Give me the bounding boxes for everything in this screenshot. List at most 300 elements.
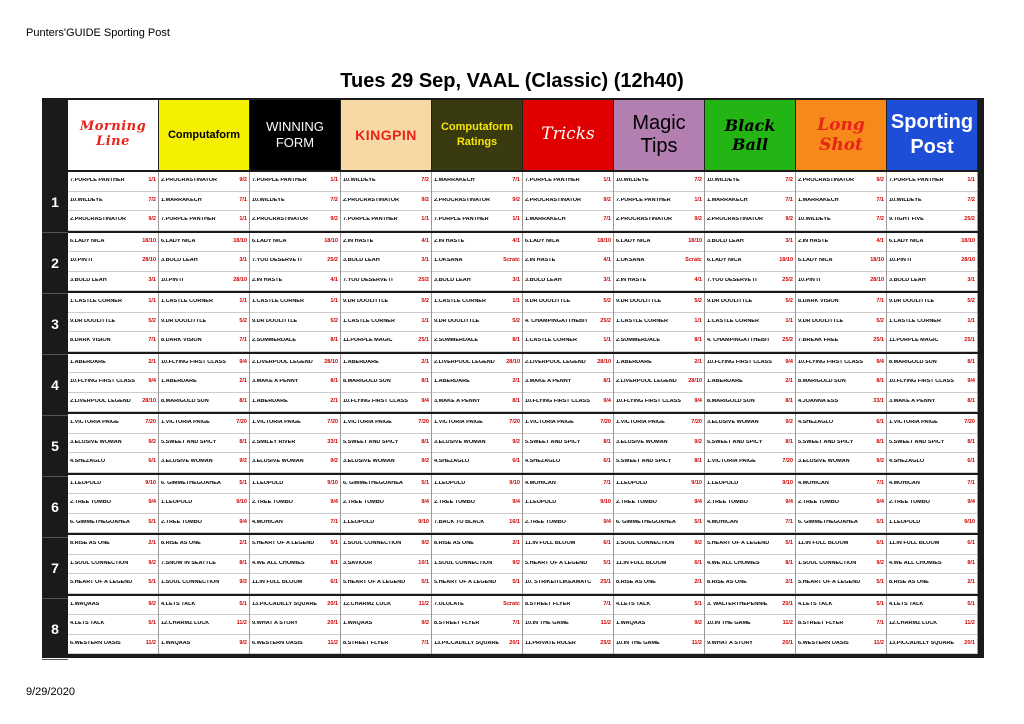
odds: 9/2 [785, 419, 793, 426]
odds: 9/10 [145, 479, 156, 486]
selection-cell [341, 233, 431, 253]
selection-cell [159, 535, 249, 555]
tipster-column [68, 475, 159, 534]
horse-name: 3.ELUSIVE WOMAN [707, 420, 759, 426]
selection-cell [614, 313, 704, 333]
selection-cell [796, 252, 886, 272]
odds: 1/1 [785, 317, 793, 324]
horse-name: 4.MOHICAN [525, 480, 556, 486]
selection-cell [432, 373, 522, 393]
tipster-column [796, 596, 887, 655]
tipster-column [250, 535, 341, 594]
selection-cell [68, 535, 158, 555]
odds: 4/1 [694, 276, 702, 283]
selection-cell [159, 373, 249, 393]
selection-cell [523, 514, 613, 534]
selection-cell [250, 475, 340, 495]
tipster-column [159, 535, 250, 594]
tipster-column [432, 172, 523, 231]
horse-name: 2.SUMMERDALE [616, 338, 661, 344]
header-line1: Tricks [541, 124, 595, 145]
odds: 25/1 [600, 579, 611, 586]
selection-cell [887, 373, 977, 393]
odds: 9/10 [418, 518, 429, 525]
odds: 5/1 [694, 518, 702, 525]
header-tr [523, 100, 614, 170]
odds: 6/1 [330, 579, 338, 586]
selection-cell [887, 211, 977, 231]
horse-name: 2.PROCRASTINATOR [343, 197, 400, 203]
odds: 9/10 [691, 479, 702, 486]
odds: 9/4 [239, 518, 247, 525]
selection-cell [614, 211, 704, 231]
horse-name: 10.IN THE GAME [616, 640, 660, 646]
selection-cell [705, 192, 795, 212]
selection-cell [705, 293, 795, 313]
horse-name: 1.LEOPOLD [343, 519, 375, 525]
header-line1: Computaform [440, 120, 514, 133]
horse-name: 2.TREE TUMBO [525, 519, 566, 525]
odds: 2/1 [239, 378, 247, 385]
header-line1: Morning [79, 119, 147, 135]
selection-cell [523, 494, 613, 514]
selection-cell [796, 635, 886, 655]
selection-cell [523, 453, 613, 473]
odds: 1/1 [148, 298, 156, 305]
odds: 2/1 [694, 579, 702, 586]
horse-name: 1.CASTLE CORNER [616, 318, 668, 324]
selection-cell [341, 211, 431, 231]
tipster-column [341, 475, 432, 534]
odds: 9/2 [148, 216, 156, 223]
odds: 18/10 [961, 237, 975, 244]
selection-cell [159, 453, 249, 473]
odds: 5/1 [876, 600, 884, 607]
odds: 5/1 [239, 600, 247, 607]
horse-name: 7.PURPLE PANTHER [434, 217, 489, 223]
horse-name: 5.SWEET AND SPICY [798, 439, 854, 445]
selection-cell [250, 514, 340, 534]
horse-name: 3.MAKE A PENNY [252, 379, 299, 385]
selection-cell [432, 475, 522, 495]
odds: 11/2 [327, 639, 338, 646]
header-mt [614, 100, 705, 170]
horse-name: 2.PROCRASTINATOR [707, 217, 764, 223]
horse-name: 7.PURPLE PANTHER [889, 178, 944, 184]
selection-cell [341, 615, 431, 635]
horse-name: 1.LEOPOLD [525, 500, 557, 506]
selection-cell [159, 313, 249, 333]
tipster-column [796, 172, 887, 231]
odds: 9/10 [236, 499, 247, 506]
horse-name: 1.LEOPOLD [434, 480, 466, 486]
selection-cell [887, 635, 977, 655]
race-number: 4 [42, 355, 68, 416]
odds: 25/2 [327, 257, 338, 264]
horse-name: 4.LETS TALK [798, 601, 833, 607]
horse-name: 3.MAKE A PENNY [525, 379, 572, 385]
horse-name: 1.VICTORIA PAIGE [343, 420, 392, 426]
horse-name: 2.TREE TUMBO [434, 500, 475, 506]
odds: 7/20 [782, 458, 793, 465]
horse-name: 5.SWEET AND SPICY [343, 439, 399, 445]
odds: 7/2 [330, 196, 338, 203]
horse-name: 11.PURPLE MAGIC [889, 338, 939, 344]
horse-name: 2.PROCRASTINATOR [525, 197, 582, 203]
odds: 5/1 [512, 579, 520, 586]
selection-cell [159, 596, 249, 616]
odds: 4/1 [512, 237, 520, 244]
odds: 1/1 [512, 298, 520, 305]
selection-cell [341, 555, 431, 575]
odds: 2/1 [512, 378, 520, 385]
tipster-column [250, 414, 341, 473]
horse-name: 2.TREE TUMBO [616, 500, 657, 506]
selection-cell [68, 172, 158, 192]
odds: 5/1 [421, 479, 429, 486]
selection-cell [341, 192, 431, 212]
selection-cell [614, 635, 704, 655]
odds: 7/1 [785, 196, 793, 203]
selection-cell [341, 332, 431, 352]
odds: 8/1 [512, 397, 520, 404]
odds: 2/1 [694, 358, 702, 365]
horse-name: 8.STREET FLYER [343, 640, 389, 646]
selection-cell [250, 354, 340, 374]
selection-cell [887, 514, 977, 534]
horse-name: 13.PICCADILLY SQUARE [889, 640, 955, 646]
odds: 8/1 [239, 397, 247, 404]
odds: 9/2 [876, 177, 884, 184]
horse-name: 6.LADY NICA [161, 238, 196, 244]
horse-name: 9.DR DOOLITTLE [889, 299, 935, 305]
selection-cell [887, 192, 977, 212]
tipster-column [614, 233, 705, 292]
selection-cell [68, 434, 158, 454]
selection-cell [341, 514, 431, 534]
horse-name: 5.HEART OF A LEGEND [70, 580, 133, 586]
odds: 28/10 [324, 358, 338, 365]
selection-cell [341, 453, 431, 473]
horse-name: 7.PURPLE PANTHER [252, 178, 307, 184]
tipster-column [341, 354, 432, 413]
odds: 9/4 [330, 499, 338, 506]
race-block [68, 172, 978, 233]
selection-cell [523, 615, 613, 635]
horse-name: 6.LADY NICA [70, 238, 105, 244]
selection-cell [523, 192, 613, 212]
horse-name: 5.HEART OF A LEGEND [798, 580, 861, 586]
selection-cell [250, 373, 340, 393]
tipster-column [614, 293, 705, 352]
header-wf [250, 100, 341, 170]
race-block [68, 354, 978, 415]
odds: 5/2 [512, 317, 520, 324]
selection-cell [887, 555, 977, 575]
tipster-column [523, 293, 614, 352]
horse-name: 4.SHEZAGLO [798, 420, 834, 426]
selection-cell [432, 635, 522, 655]
selection-cell [796, 596, 886, 616]
horse-name: 10.WILDEYE [889, 197, 922, 203]
horse-name: 9.DR DOOLITTLE [70, 318, 116, 324]
selection-cell [796, 475, 886, 495]
odds: 9/2 [148, 600, 156, 607]
horse-name: 10.WILDEYE [343, 178, 376, 184]
selection-cell [159, 555, 249, 575]
selection-cell [68, 354, 158, 374]
horse-name: 3.ELUSIVE WOMAN [343, 459, 395, 465]
horse-name: 1.CASTLE CORNER [707, 318, 759, 324]
selection-cell [705, 393, 795, 413]
selection-cell [523, 172, 613, 192]
horse-name: 10.IN THE GAME [707, 621, 751, 627]
selection-cell [796, 574, 886, 594]
horse-name: 1.MARRAKECH [525, 217, 566, 223]
horse-name: 10.FLYING FIRST CLASS [889, 379, 954, 385]
horse-name: 5.SWEET AND SPICY [616, 459, 672, 465]
odds: 1/1 [330, 298, 338, 305]
horse-name: 5.HEART OF A LEGEND [525, 560, 588, 566]
horse-name: 5.HEART OF A LEGEND [343, 580, 406, 586]
odds: 18/10 [688, 237, 702, 244]
horse-name: 4.LETS TALK [616, 601, 651, 607]
selection-cell [159, 172, 249, 192]
horse-name: 1.CASTLE CORNER [434, 299, 486, 305]
header-line2: Shot [819, 135, 863, 155]
odds: 20/1 [327, 620, 338, 627]
odds: 7/20 [236, 419, 247, 426]
horse-name: 2.LIVERPOOL LEGEND [616, 379, 677, 385]
odds: Scratc [503, 257, 520, 264]
odds: 5/1 [876, 518, 884, 525]
selection-cell [523, 574, 613, 594]
selection-cell [250, 535, 340, 555]
selection-cell [887, 596, 977, 616]
horse-name: 9.DR DOOLITTLE [252, 318, 298, 324]
odds: 7/1 [876, 620, 884, 627]
tipster-column [250, 354, 341, 413]
horse-name: 3. WALTERTHEPENNIE [707, 601, 768, 607]
tipster-column [887, 293, 978, 352]
odds: 7/1 [512, 620, 520, 627]
odds: 6/1 [967, 458, 975, 465]
selection-cell [614, 535, 704, 555]
publication-label: Punters'GUIDE Sporting Post [26, 27, 170, 39]
selection-cell [68, 272, 158, 292]
horse-name: 3.BOLD LEAH [707, 238, 744, 244]
odds: 9/2 [694, 438, 702, 445]
selection-cell [432, 293, 522, 313]
horse-name: 1.WAQAAS [616, 621, 646, 627]
race-number-column [42, 172, 68, 660]
horse-name: 10.IN THE GAME [525, 621, 569, 627]
header-line1: KINGPIN [355, 126, 417, 143]
odds: 4/1 [421, 237, 429, 244]
odds: 6/1 [876, 419, 884, 426]
horse-name: 7.YOU DESERVE IT [707, 277, 758, 283]
selection-cell [614, 615, 704, 635]
tipster-column [887, 172, 978, 231]
odds: 7/20 [509, 419, 520, 426]
selection-cell [887, 494, 977, 514]
selection-cell [250, 414, 340, 434]
horse-name: 4.MOHICAN [252, 519, 283, 525]
odds: 1/1 [967, 177, 975, 184]
horse-name: 5.HEART OF A LEGEND [434, 580, 497, 586]
odds: 9/4 [421, 397, 429, 404]
tipster-column [68, 233, 159, 292]
horse-name: 8.DARK VISION [161, 338, 202, 344]
selection-cell [341, 414, 431, 434]
selection-cell [432, 555, 522, 575]
odds: 9/2 [694, 540, 702, 547]
horse-name: 7.SNOW IN SEATTLE [161, 560, 216, 566]
odds: 5/2 [967, 298, 975, 305]
selection-cell [796, 293, 886, 313]
tipster-column [705, 414, 796, 473]
race-number: 5 [42, 416, 68, 477]
header-line1: Magic [632, 112, 686, 134]
selection-cell [796, 373, 886, 393]
horse-name: 1.VICTORIA PAIGE [707, 459, 756, 465]
odds: 9/2 [239, 177, 247, 184]
horse-name: 10.PIN IT [70, 258, 94, 264]
horse-name: 5.HEART OF A LEGEND [707, 541, 770, 547]
selection-cell [796, 555, 886, 575]
odds: 3/1 [785, 237, 793, 244]
horse-name: 4.WE ALL CHOMIES [707, 560, 760, 566]
odds: 5/1 [876, 579, 884, 586]
odds: 9/4 [603, 518, 611, 525]
selection-cell [159, 514, 249, 534]
horse-name: 8.RISE AS ONE [616, 580, 656, 586]
odds: 8/1 [330, 378, 338, 385]
horse-name: 11.IN FULL BLOOM [525, 541, 576, 547]
selection-cell [705, 635, 795, 655]
selection-cell [341, 272, 431, 292]
selection-cell [159, 475, 249, 495]
horse-name: 10.FLYING FIRST CLASS [161, 359, 226, 365]
horse-name: 8.DARK VISION [70, 338, 111, 344]
tipster-column [796, 293, 887, 352]
odds: 5/1 [603, 559, 611, 566]
selection-cell [614, 332, 704, 352]
horse-name: 10.PIN IT [889, 258, 913, 264]
odds: 25/2 [782, 337, 793, 344]
horse-name: 10.FLYING FIRST CLASS [798, 359, 863, 365]
selection-cell [432, 615, 522, 635]
selection-cell [341, 475, 431, 495]
odds: 28/10 [961, 257, 975, 264]
odds: 1/1 [330, 177, 338, 184]
horse-name: 11.IN FULL BLOOM [616, 560, 667, 566]
odds: 3/1 [512, 276, 520, 283]
horse-name: 2.LIVERPOOL LEGEND [252, 359, 313, 365]
tipster-column [341, 535, 432, 594]
odds: 28/10 [688, 378, 702, 385]
horse-name: 10.WILDEYE [252, 197, 285, 203]
horse-name: 9.DR DOOLITTLE [343, 299, 389, 305]
tipster-column [887, 354, 978, 413]
odds: 28/10 [506, 358, 520, 365]
horse-name: 4. CHAMPINGATTHEBIT [525, 318, 588, 324]
odds: 3/1 [239, 257, 247, 264]
odds: 2/1 [512, 540, 520, 547]
odds: 5/1 [239, 479, 247, 486]
odds: 2/1 [148, 358, 156, 365]
odds: 9/2 [876, 458, 884, 465]
horse-name: 1.SOUL CONNECTION [161, 580, 220, 586]
horse-name: 1.SOUL CONNECTION [70, 560, 129, 566]
horse-name: 1.OKSANA [616, 258, 645, 264]
column-headers [68, 100, 978, 170]
race-block [68, 414, 978, 475]
selection-cell [250, 494, 340, 514]
horse-name: 4.MOHICAN [889, 480, 920, 486]
odds: 9/2 [239, 639, 247, 646]
odds: 10/1 [418, 559, 429, 566]
horse-name: 10.FLYING FIRST CLASS [343, 398, 408, 404]
header-line2: Line [96, 134, 130, 149]
selection-cell [523, 233, 613, 253]
odds: 5/1 [694, 600, 702, 607]
horse-name: 1.ABERDARE [161, 379, 197, 385]
selection-cell [887, 293, 977, 313]
race-block [68, 293, 978, 354]
odds: 20/1 [509, 639, 520, 646]
horse-name: 3.ELUSIVE WOMAN [252, 459, 304, 465]
odds: 7/1 [330, 518, 338, 525]
odds: 25/1 [873, 337, 884, 344]
selection-cell [614, 596, 704, 616]
horse-name: 1.CASTLE CORNER [161, 299, 213, 305]
horse-name: 5.SWEET AND SPICY [889, 439, 945, 445]
selection-cell [614, 393, 704, 413]
selection-cell [614, 293, 704, 313]
odds: 7/1 [603, 479, 611, 486]
horse-name: 8.STREET FLYER [525, 601, 571, 607]
tipster-column [705, 475, 796, 534]
odds: 5/2 [785, 298, 793, 305]
selection-cell [705, 475, 795, 495]
horse-name: 1.CASTLE CORNER [70, 299, 122, 305]
horse-name: 2.SMILEY RIVER [252, 439, 296, 445]
odds: 7/2 [694, 177, 702, 184]
odds: 25/2 [600, 639, 611, 646]
selection-cell [341, 535, 431, 555]
odds: 8/1 [876, 438, 884, 445]
odds: 9/2 [239, 458, 247, 465]
selection-cell [796, 192, 886, 212]
header-ls [796, 100, 887, 170]
horse-name: 1.WAQAAS [70, 601, 100, 607]
odds: 18/10 [142, 237, 156, 244]
odds: 7/20 [600, 419, 611, 426]
horse-name: 12.CHARMZ LUCK [343, 601, 392, 607]
odds: 25/2 [782, 276, 793, 283]
odds: 5/2 [603, 298, 611, 305]
odds: 8/1 [603, 438, 611, 445]
horse-name: 1.VICTORIA PAIGE [616, 420, 665, 426]
horse-name: 1.ABERDARE [252, 398, 288, 404]
horse-name: 1.VICTORIA PAIGE [70, 420, 119, 426]
selection-cell [705, 272, 795, 292]
horse-name: 1.MARRAKECH [798, 197, 839, 203]
selection-cell [887, 414, 977, 434]
odds: 9/10 [782, 479, 793, 486]
odds: 8/1 [967, 397, 975, 404]
